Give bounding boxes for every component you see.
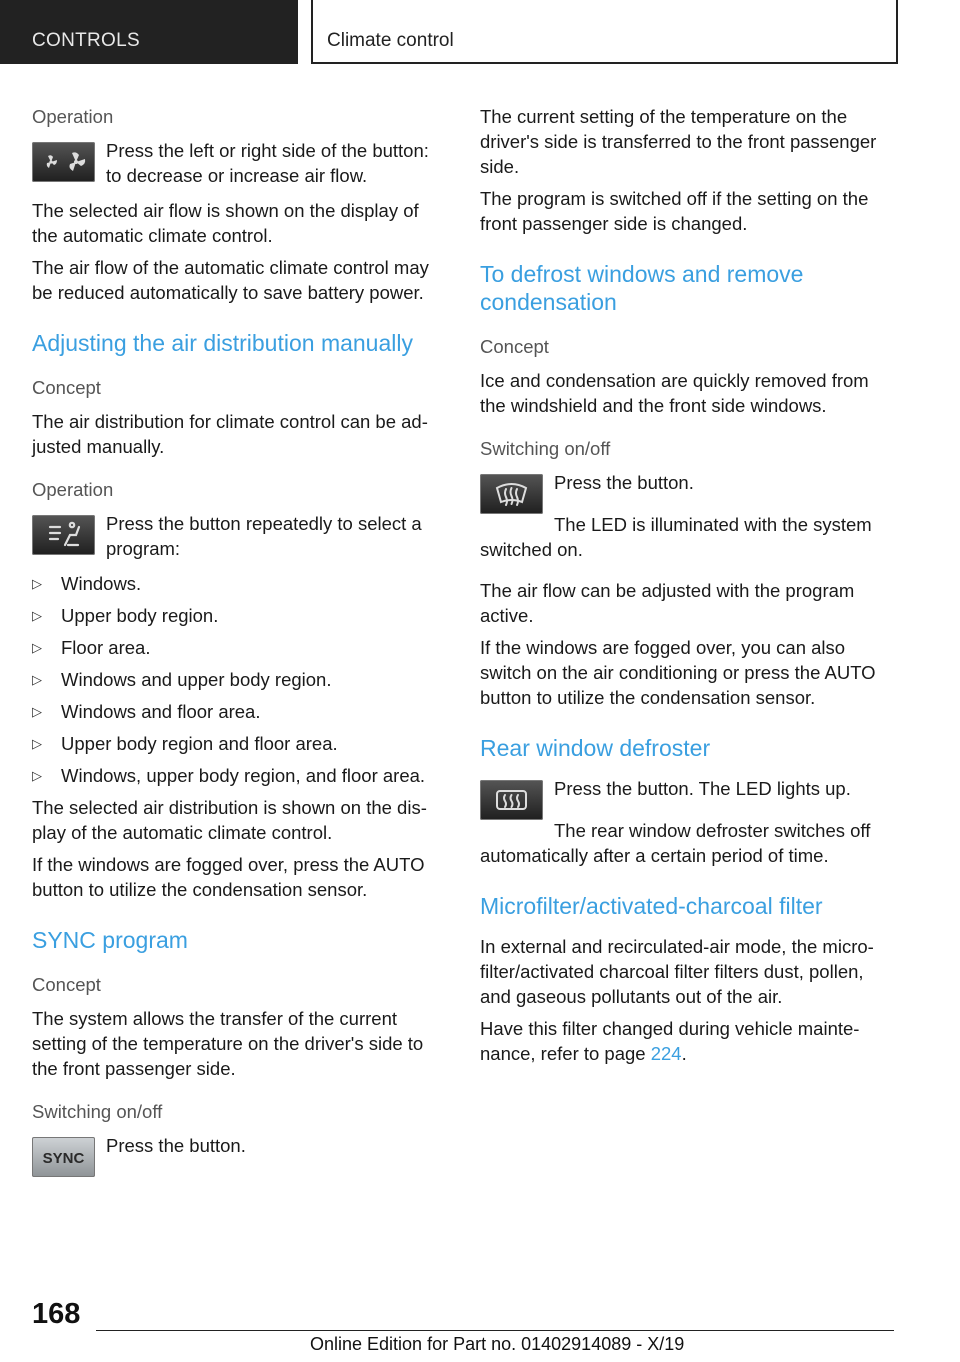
switching-heading: Switching on/off — [480, 438, 611, 459]
defrost-button-row — [480, 470, 892, 520]
section-heading-air-distribution: Adjusting the air distribution manually — [32, 330, 413, 356]
program-list — [32, 571, 444, 788]
paragraph: If the windows are fogged over, you can also switch on the air conditioning or press the AUTO button to utilize the condensation sensor. — [480, 637, 876, 708]
air-distribution-button-text: Press the button repeatedly to select a program: — [106, 513, 422, 559]
paragraph: The air flow of the automatic climate control may be reduced automatically to save battery power. — [32, 257, 429, 303]
filter-text-end: . — [681, 1043, 687, 1064]
air-distribution-button-row — [32, 511, 444, 561]
footer-divider — [96, 1330, 894, 1331]
concept-heading: Concept — [480, 336, 549, 357]
paragraph: The current setting of the temperature on the driver's side is transferred to the front passenger side. — [480, 106, 877, 177]
paragraph: The program is switched off if the setting on the front passenger side is changed. — [480, 188, 869, 234]
list-item: ▷ Windows, upper body region, and floor area. — [32, 763, 444, 788]
edition-text: Online Edition for Part no. 01402914089 - X/19 — [310, 1334, 685, 1354]
paragraph: The selected air distribution is shown on the dis‐play of the automatic climate control. — [32, 797, 427, 843]
header-chapter — [311, 0, 898, 64]
switching-heading: Switching on/off — [32, 1101, 163, 1122]
rear-defrost-button-row — [480, 776, 892, 826]
concept-heading: Concept — [32, 974, 101, 995]
paragraph: The air distribution for climate control can be ad‐justed manually. — [32, 411, 428, 457]
section-heading-rear-defroster: Rear window defroster — [480, 735, 711, 761]
paragraph: The system allows the transfer of the current setting of the temperature on the driver's side to the front passenger side. — [32, 1008, 424, 1079]
filter-text: Have this filter changed during vehicle mainte‐nance, refer to page — [480, 1018, 860, 1064]
section-heading-defrost: To defrost windows and remove condensation — [480, 261, 804, 315]
paragraph: If the windows are fogged over, press the AUTO button to utilize the condensation sensor. — [32, 854, 425, 900]
paragraph — [480, 1016, 892, 1066]
left-column — [32, 104, 444, 1193]
list-item: ▷ Upper body region and floor area. — [32, 731, 444, 756]
paragraph: The selected air flow is shown on the display of the automatic climate control. — [32, 200, 419, 246]
list-item: ▷ Windows and upper body region. — [32, 667, 444, 692]
paragraph: In external and recirculated-air mode, the micro‐filter/activated charcoal filter filters dust, pollen, and gaseous pollutants out of the air. — [480, 936, 874, 1007]
defrost-text-1: Press the button. — [554, 472, 694, 493]
paragraph: The air flow can be adjusted with the program active. — [480, 580, 855, 626]
section-heading-filter: Microfilter/activated-charcoal filter — [480, 893, 823, 919]
rear-defrost-icon — [480, 780, 543, 820]
page-reference-link[interactable]: 224 — [650, 1043, 682, 1064]
list-item: ▷ Upper body region. — [32, 603, 444, 628]
windshield-defrost-icon — [480, 474, 543, 514]
list-item: ▷ Windows and floor area. — [32, 699, 444, 724]
rear-defrost-text-1: Press the button. The LED lights up. — [554, 778, 851, 799]
header-chapter-label: Climate control — [327, 30, 454, 51]
sync-button-label: SYNC — [42, 1150, 85, 1167]
operation-heading: Operation — [32, 479, 114, 500]
defrost-button-text — [554, 470, 892, 495]
air-distribution-icon — [32, 515, 95, 555]
sync-button — [32, 1137, 95, 1177]
operation-heading: Operation — [32, 106, 114, 127]
right-column — [480, 104, 892, 1073]
rear-defrost-text — [554, 776, 892, 801]
fan-button-text: Press the left or right side of the button: to decrease or increase air flow. — [106, 140, 429, 186]
paragraph: The LED is illuminated with the system switched on. — [480, 514, 872, 560]
sync-button-text: Press the button. — [106, 1135, 246, 1156]
fan-speed-icon — [32, 142, 95, 182]
page-number: 168 — [32, 1298, 81, 1330]
list-item: ▷ Floor area. — [32, 635, 444, 660]
concept-heading: Concept — [32, 377, 101, 398]
header-section-label: CONTROLS — [32, 30, 140, 51]
header-section — [0, 0, 298, 64]
fan-button-row — [32, 138, 444, 188]
section-heading-sync: SYNC program — [32, 927, 188, 953]
list-item: ▷ Windows. — [32, 571, 444, 596]
sync-button-row — [32, 1133, 444, 1183]
paragraph: The rear window defroster switches off automatically after a certain period of time. — [480, 820, 871, 866]
paragraph: Ice and condensation are quickly removed from the windshield and the front side windows. — [480, 370, 869, 416]
